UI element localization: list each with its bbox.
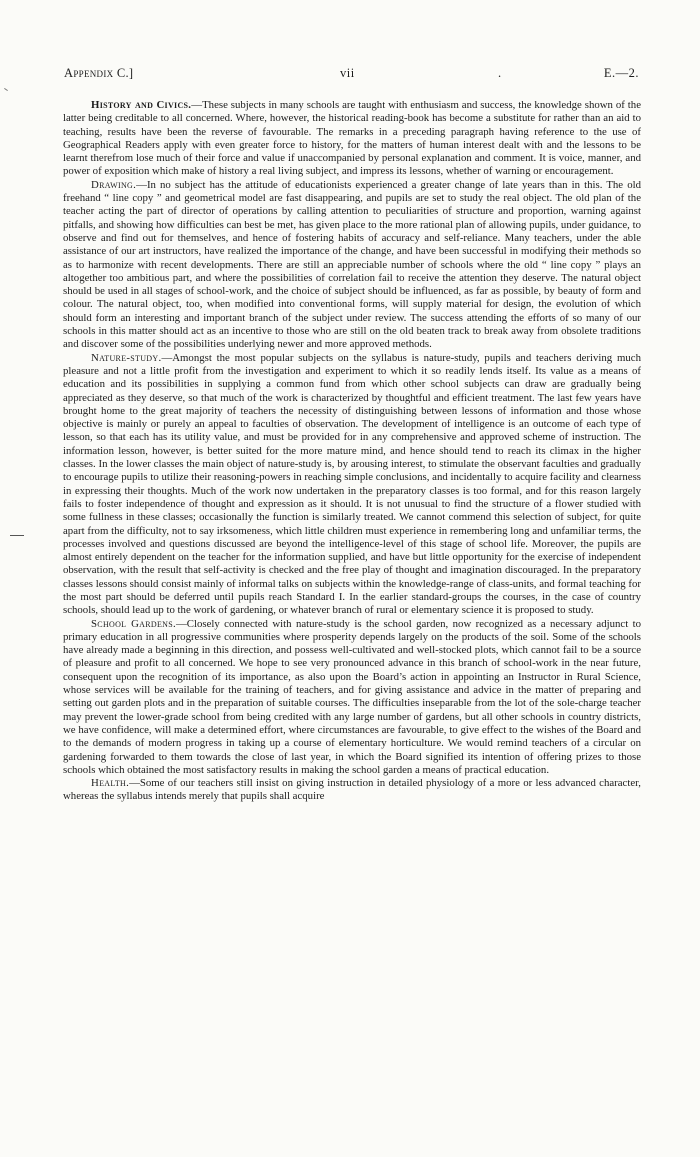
paragraph-school-gardens — [63, 618, 641, 778]
page-header — [64, 66, 639, 82]
body-text — [63, 99, 641, 804]
header-page-number: vii — [340, 66, 355, 80]
paragraph-text: —In no subject has the attitude of educationists experienced a greater change of late years than in this. The old freehand “ line copy ” and geometrical model are fast disappearing, and pupils are set to study the real object. The old plan of the teacher acting the part of director of operations by calling attention to peculiarities of structure and proportion, warning against pitfalls, and showing how difficulties can best be met, has given place to the more rational plan of allowing pupils, under guidance, to observe and find out for themselves, and hence of fostering habits of accuracy and self-reliance. Many teachers, under the able assistance of our art instructors, have realized the importance of the change, and have been successful in modifying their methods so as to harmonize with recent developments. There are still an appreciable number of schools where the old “ line copy ” plays an altogether too ambitious part, and where the possibilities of correlation fail to receive the attention they deserve. The natural object should be used in all stages of school-work, and the choice of subject should be influenced, as far as possible, by beauty of form and colour. The natural object, too, when modified into conventional forms, will supply material for design, the evolution of which should form an interesting and important branch of the subject under review. The success attending the efforts of so many of our schools in this matter should act as an incentive to those who are still on the old beaten track to break away from obsolete traditions and discover some of the possibilities underlying newer and more approved methods. — [63, 178, 641, 351]
header-dot: . — [498, 66, 502, 80]
header-appendix-label: Appendix C.] — [64, 66, 134, 80]
paragraph-nature-study — [63, 352, 641, 618]
heading-drawing: Drawing. — [91, 178, 137, 191]
paragraph-drawing — [63, 179, 641, 352]
paragraph-text: —These subjects in many schools are taught with enthusiasm and success, the knowledge shown of the latter being creditable to all concerned. Where, however, the historical reading-book has become a substitute for rather than an aid to teaching, results have been the reverse of favourable. The remarks in a preceding paragraph having reference to the use of Geographical Readers apply with even greater force to history, for the matters of human interest dealt with and the lessons to be learnt therefrom lose much of their force and value if unaccompanied by personal explanation and comment. It is voice, manner, and power of exposition which make of history a real living subject, and impress its lessons, whether of warning or encouragement. — [63, 99, 641, 178]
heading-history-civics: History and Civics. — [91, 99, 192, 111]
paragraph-health — [63, 777, 641, 804]
heading-school-gardens: School Gardens. — [91, 617, 176, 630]
paragraph-text: —Closely connected with nature-study is the school garden, now recognized as a necessary adjunct to primary education in all progressive communities where prosperity depends largely on the products of the soil. Some of the schools have already made a beginning in this direction, and possess well-cultivated and well-stocked plots, which cannot fail to be a source of pleasure and profit to all concerned. We hope to see very pronounced advance in this branch of school-work in the near future, consequent upon the recognition of its importance, as also upon the Board’s action in appointing an Instructor in Rural Science, whose services will be available for the training of teachers, and for giving assistance and advice in the matter of preparing and setting out garden plots and in the preparation of suitable courses. The difficulties inseparable from the lot of the sole-charge teacher may prevent the lower-grade school from being credited with any large number of gardens, but all other schools in country districts, we have confidence, will make a determined effort, where circumstances are favourable, to give effect to the wishes of the Board and to the demands of modern progress in taking up a course of elementary horticulture. We would remind teachers of a circular on gardening forwarded to them towards the close of last year, in which the Board signified its intention of offering prizes to those schools which obtained the most satisfactory results in making the school garden a means of practical education. — [63, 617, 641, 776]
heading-nature-study: Nature-study. — [91, 351, 162, 364]
paragraph-history-civics — [63, 99, 641, 179]
scan-mark — [4, 88, 8, 91]
paragraph-text: —Some of our teachers still insist on giving instruction in detailed physiology of a more or less advanced character, whereas the syllabus intends merely that pupils shall acquire — [63, 777, 641, 803]
paragraph-text: —Amongst the most popular subjects on the syllabus is nature-study, pupils and teachers deriving much pleasure and not a little profit from the investigation and experiment to which it so readily lends itself. Its value as a means of education and its possibilities in supplying a common fund from which other school subjects can draw are gradually being appreciated as they deserve, so that much of the work is characterized by thoughtful and efficient treatment. The last few years have brought home to the great majority of teachers the necessity of distinguishing between lessons of information and those whose objective is mainly or purely an appeal to faculties of observation. The development of intelligence is an outcome of each type of lesson, so that each has its utility value, and must be provided for in any comprehensive and approved scheme of instruction. The information lesson, however, is better suited for the more mature mind, and hence should tend to reach its climax in the higher classes. In the lower classes the main object of nature-study is, by arousing interest, to stimulate the observant faculties and gradually to encourage pupils to utilize their reasoning-powers in reaching simple conclusions, and incidentally to acquire facility and clearness in expressing their thoughts. Much of the work now undertaken in the preparatory classes is too formal, and for this reason largely fails to foster independence of thought and expression as it should. It is not unusual to find the structure of a flower studied with some fullness in these classes; occasionally the function is similarly treated. We cannot commend this selection of subject, for quite apart from the difficulty, not to say irksomeness, which little children must experience in remembering long and unfamiliar terms, the processes involved and questions discussed are beyond the intelligence-level of this stage of school life. Moreover, the pupils are almost entirely dependent on the teacher for the information supplied, and have but little opportunity for the exercise of independent observation, with the result that self-activity is checked and the free play of thought and imagination discouraged. In the preparatory classes lessons should consist mainly of informal talks on subjects within the knowledge-range of class-units, and formal teaching for the most part should be deferred until pupils reach Standard I. In the earlier standard-groups the courses, in the case of country schools, should lead up to the work of gardening, or whatever branch of rural or elementary science it is proposed to study. — [63, 351, 641, 617]
margin-mark — [10, 535, 24, 536]
header-report-code: E.—2. — [603, 66, 639, 80]
heading-health: Health. — [91, 777, 130, 790]
